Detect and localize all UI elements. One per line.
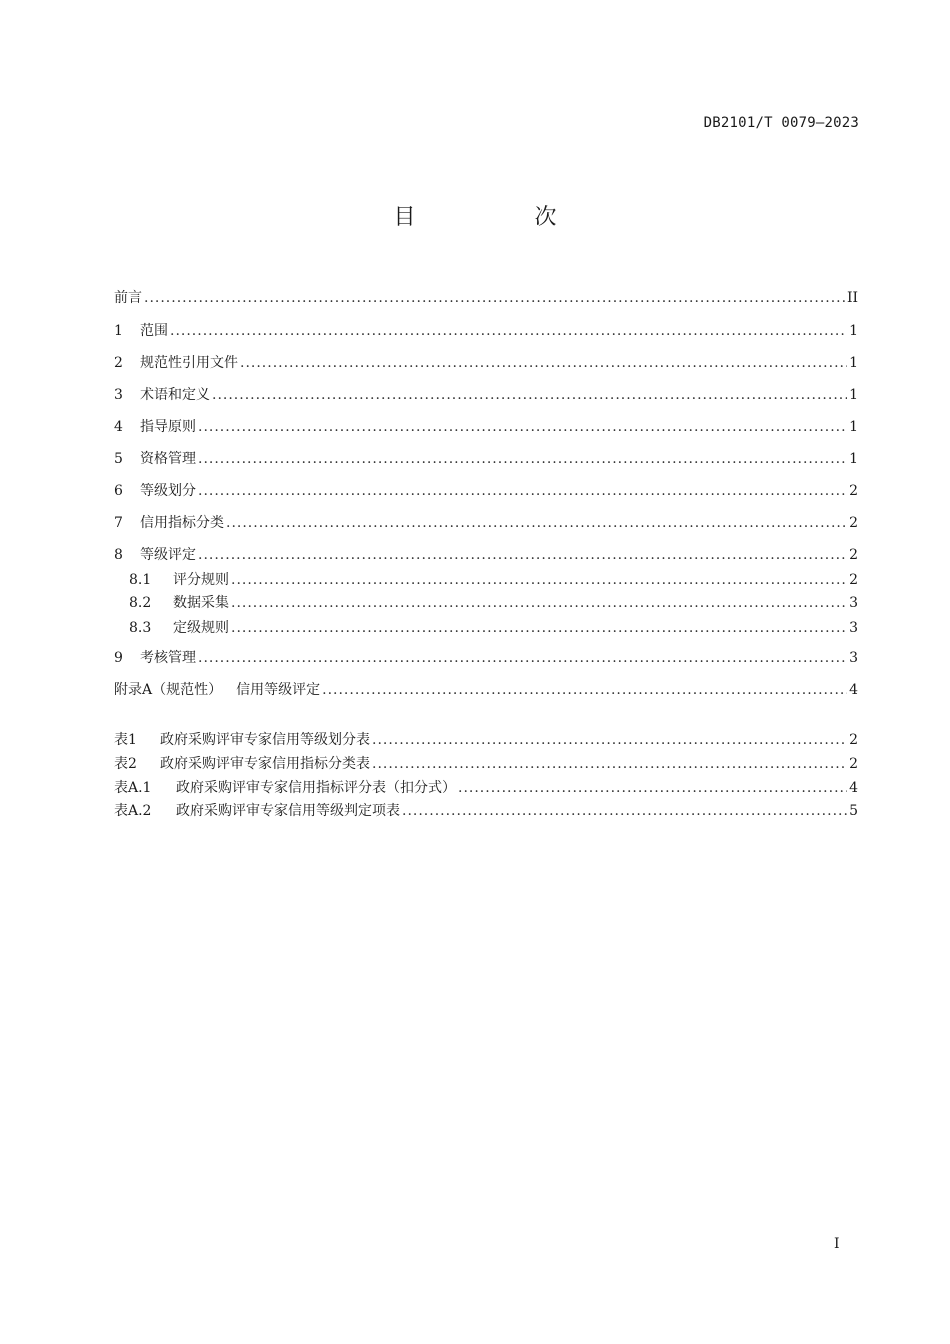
toc-entry-number: 表2 bbox=[114, 756, 137, 772]
toc-entry-page: 1 bbox=[849, 323, 858, 339]
toc-entry-page: 1 bbox=[849, 355, 858, 371]
toc-leader bbox=[226, 513, 847, 533]
toc-entry-page: 2 bbox=[849, 756, 858, 772]
toc-entry[interactable] bbox=[114, 321, 858, 341]
toc-entry-label: 数据采集 bbox=[173, 595, 229, 611]
toc-leader bbox=[198, 481, 847, 501]
toc-entry-label: 信用指标分类 bbox=[140, 515, 224, 531]
toc-entry-number: 表A.1 bbox=[114, 780, 152, 796]
toc-entry-page: 5 bbox=[849, 803, 858, 819]
toc-entry-label: 规范性引用文件 bbox=[140, 355, 238, 371]
page-number: I bbox=[834, 1236, 840, 1252]
toc-leader bbox=[231, 618, 847, 638]
toc-entry-label: 等级划分 bbox=[140, 483, 196, 499]
toc-leader bbox=[240, 353, 847, 373]
toc-entry-page: 4 bbox=[849, 780, 858, 796]
toc-leader bbox=[372, 754, 847, 774]
toc-entry-number: 8.3 bbox=[129, 620, 152, 636]
toc-table-entry[interactable] bbox=[114, 778, 858, 798]
toc-entry-label: 政府采购评审专家信用指标评分表（扣分式） bbox=[176, 780, 456, 796]
toc-entry-number: 2 bbox=[114, 355, 123, 371]
toc-entry-number: 表1 bbox=[114, 732, 137, 748]
toc-entry-label: 资格管理 bbox=[140, 451, 196, 467]
toc-entry-page: 2 bbox=[849, 572, 858, 588]
toc-leader bbox=[231, 570, 847, 590]
toc-entry[interactable] bbox=[114, 417, 858, 437]
toc-entry-page: 4 bbox=[849, 682, 858, 698]
toc-entry-page: 2 bbox=[849, 547, 858, 563]
toc-entry-annex[interactable] bbox=[114, 680, 858, 700]
toc-leader bbox=[198, 545, 847, 565]
toc-subentry[interactable] bbox=[129, 593, 858, 613]
toc-entry-label: 等级评定 bbox=[140, 547, 196, 563]
toc-entry-number: 3 bbox=[114, 387, 123, 403]
toc-leader bbox=[144, 288, 845, 308]
toc-entry-label: 范围 bbox=[140, 323, 168, 339]
toc-entry-number: 8.2 bbox=[129, 595, 152, 611]
toc-entry-page: 2 bbox=[849, 515, 858, 531]
toc-entry[interactable] bbox=[114, 513, 858, 533]
toc-entry-page: 2 bbox=[849, 483, 858, 499]
toc-entry-label: 前言 bbox=[114, 290, 142, 306]
toc-entry-label: 定级规则 bbox=[173, 620, 229, 636]
toc-entry-number: 8 bbox=[114, 547, 123, 563]
toc-entry-foreword[interactable] bbox=[114, 288, 858, 308]
toc-leader bbox=[170, 321, 847, 341]
toc-entry-page: 3 bbox=[849, 620, 858, 636]
toc-entry-page: II bbox=[846, 290, 858, 306]
toc-table-entry[interactable] bbox=[114, 801, 858, 821]
toc-entry-label: 信用等级评定 bbox=[236, 682, 321, 698]
toc-subentry[interactable] bbox=[129, 570, 858, 590]
toc-leader bbox=[458, 778, 847, 798]
toc-leader bbox=[231, 593, 847, 613]
toc-entry-page: 2 bbox=[849, 732, 858, 748]
toc-entry-page: 1 bbox=[849, 451, 858, 467]
toc-leader bbox=[198, 449, 847, 469]
toc-entry-number: 7 bbox=[114, 515, 123, 531]
toc-entry-number: 表A.2 bbox=[114, 803, 152, 819]
toc-leader bbox=[198, 648, 847, 668]
toc-entry-number: 1 bbox=[114, 323, 123, 339]
toc-entry-label: 政府采购评审专家信用等级判定项表 bbox=[176, 803, 400, 819]
toc-leader bbox=[212, 385, 847, 405]
toc-entry-page: 1 bbox=[849, 387, 858, 403]
toc-entry[interactable] bbox=[114, 481, 858, 501]
toc-leader bbox=[372, 730, 847, 750]
toc-subentry[interactable] bbox=[129, 618, 858, 638]
toc-entry-page: 3 bbox=[849, 595, 858, 611]
toc-leader bbox=[402, 801, 847, 821]
toc-leader bbox=[322, 680, 847, 700]
toc-leader bbox=[198, 417, 847, 437]
toc-entry[interactable] bbox=[114, 648, 858, 668]
toc-table-entry[interactable] bbox=[114, 730, 858, 750]
toc-entry-number: 5 bbox=[114, 451, 123, 467]
toc-table-entry[interactable] bbox=[114, 754, 858, 774]
toc-entry-label: 政府采购评审专家信用等级划分表 bbox=[160, 732, 370, 748]
toc-entry-number: 8.1 bbox=[129, 572, 152, 588]
toc-entry-label: 术语和定义 bbox=[140, 387, 210, 403]
toc-entry-label: 指导原则 bbox=[140, 419, 196, 435]
toc-entry-label: 考核管理 bbox=[140, 650, 196, 666]
toc-entry-label: 政府采购评审专家信用指标分类表 bbox=[160, 756, 370, 772]
document-code: DB2101/T 0079—2023 bbox=[703, 115, 859, 131]
toc-entry-number: 9 bbox=[114, 650, 123, 666]
toc-entry-number: 4 bbox=[114, 419, 123, 435]
toc-entry[interactable] bbox=[114, 385, 858, 405]
toc-entry-label: 评分规则 bbox=[173, 572, 229, 588]
toc-entry-page: 1 bbox=[849, 419, 858, 435]
toc-entry-page: 3 bbox=[849, 650, 858, 666]
toc-entry-number: 6 bbox=[114, 483, 123, 499]
page-title: 目 次 bbox=[393, 205, 613, 230]
toc-entry[interactable] bbox=[114, 353, 858, 373]
toc-entry-number: 附录A（规范性） bbox=[114, 682, 223, 698]
toc-entry[interactable] bbox=[114, 449, 858, 469]
toc-entry[interactable] bbox=[114, 545, 858, 565]
